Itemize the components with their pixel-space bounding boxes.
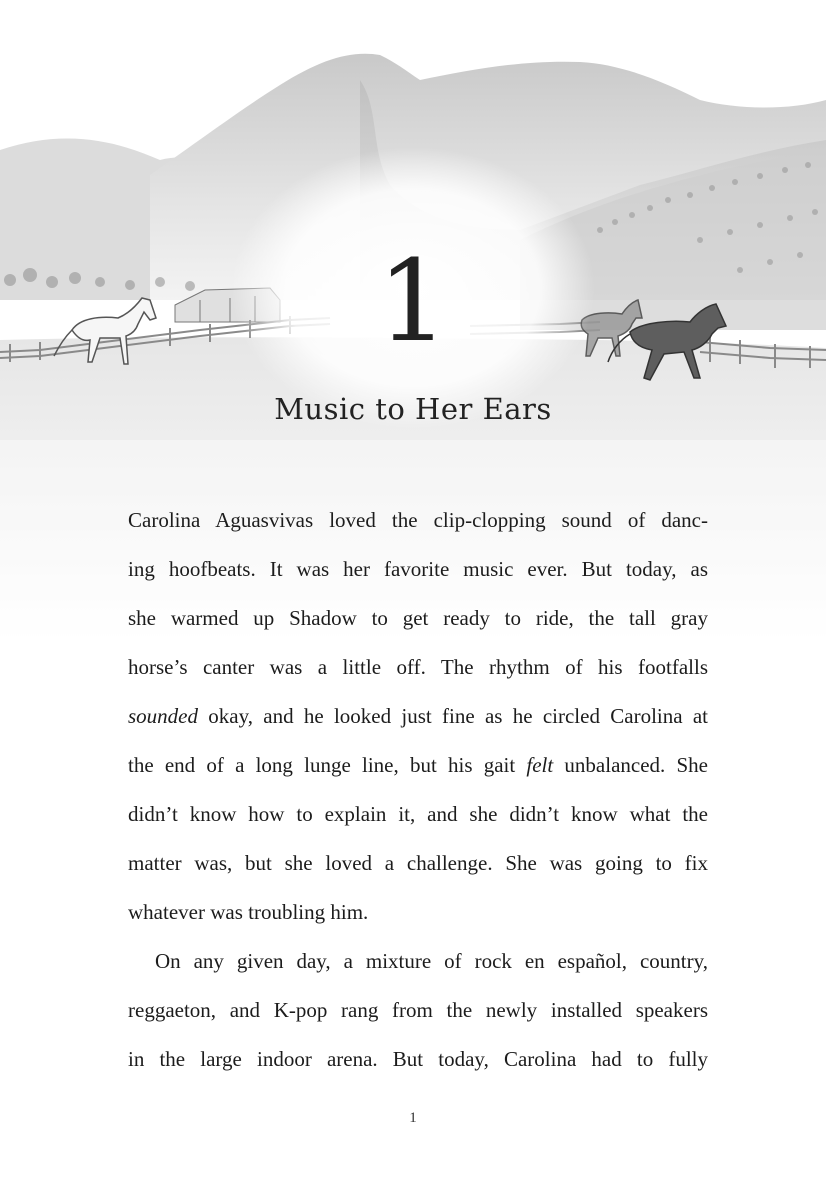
chapter-title: Music to Her Ears — [274, 392, 552, 426]
text-line: whatever was troubling him. — [128, 900, 369, 924]
text-line: On any given day, a mixture of rock en español, country, — [155, 949, 708, 973]
page-number: 1 — [409, 1110, 417, 1126]
text-line: horse’s canter was a little off. The rhythm of his footfalls — [128, 655, 708, 679]
text-line: Carolina Aguasvivas loved the clip-clopping sound of danc- — [128, 508, 708, 532]
text-line: in the large indoor arena. But today, Carolina had to fully — [128, 1047, 708, 1071]
text-fragment: okay, and he looked just fine as he circled Carolina at — [198, 704, 708, 728]
text-line — [128, 692, 708, 741]
italic-emphasis: felt — [526, 753, 554, 777]
italic-emphasis: sounded — [128, 704, 198, 728]
text-line: reggaeton, and K-pop rang from the newly installed speakers — [128, 998, 708, 1022]
chapter-number: 1 — [377, 237, 449, 367]
text-line: she warmed up Shadow to get ready to ride, the tall gray — [128, 606, 708, 630]
text-line: ing hoofbeats. It was her favorite music ever. But today, as — [128, 557, 708, 581]
text-line — [128, 741, 708, 790]
text-fragment: unbalanced. She — [553, 753, 708, 777]
body-text — [128, 496, 708, 1084]
text-line: didn’t know how to explain it, and she didn’t know what the — [128, 802, 708, 826]
text-fragment: the end of a long lunge line, but his gait — [128, 753, 527, 777]
text-line: matter was, but she loved a challenge. She was going to fix — [128, 851, 708, 875]
